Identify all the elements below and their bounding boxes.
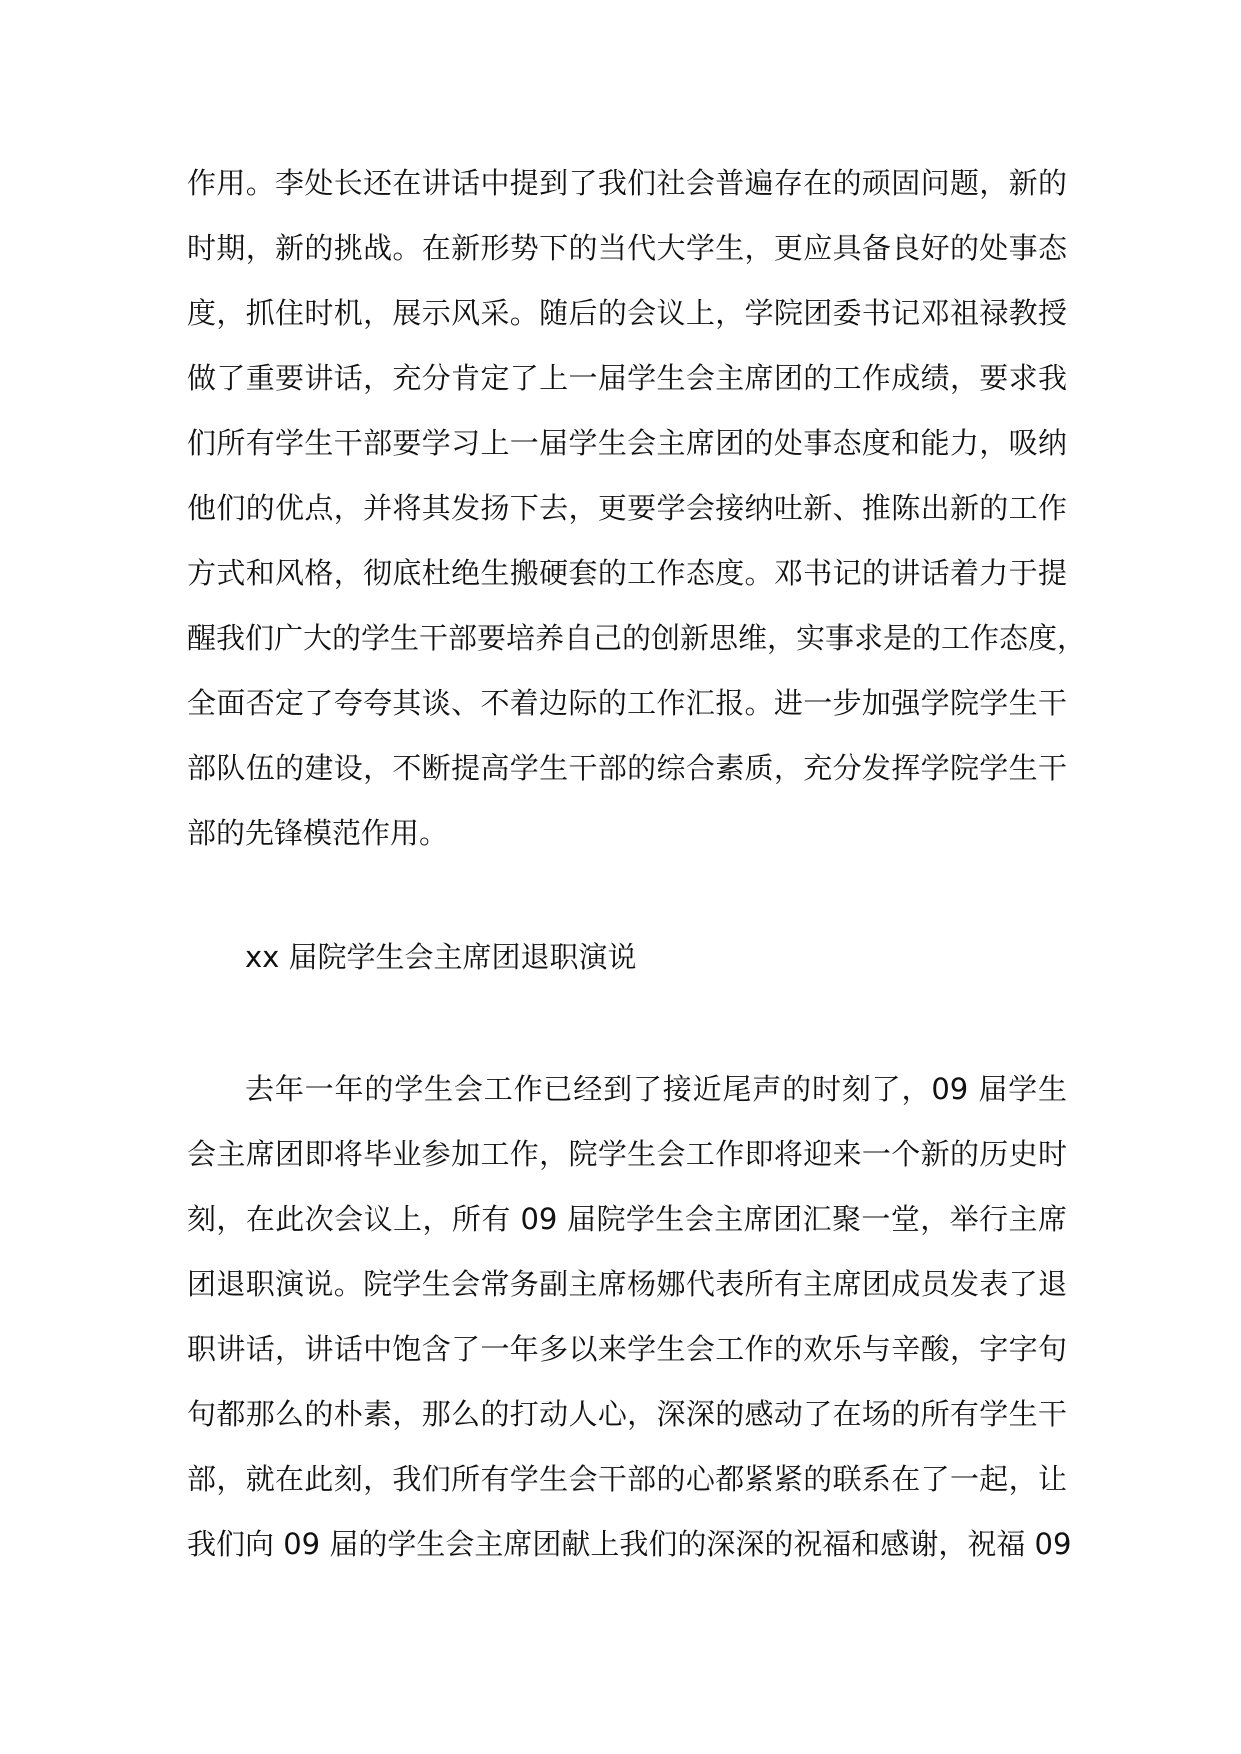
paragraph-line: 部的先锋模范作用。: [187, 816, 449, 850]
paragraph-line: 醒我们广大的学生干部要培养自己的创新思维，实事求是的工作态度，: [187, 621, 1087, 655]
paragraph-line: 刻，在此次会议上，所有 09 届院学生会主席团汇聚一堂，举行主席: [187, 1202, 1067, 1236]
paragraph-line: 职讲话，讲话中饱含了一年多以来学生会工作的欢乐与辛酸，字字句: [187, 1332, 1067, 1366]
body-paragraph-1: [187, 151, 1087, 866]
body-paragraph-2: [187, 1057, 1072, 1577]
paragraph-line: 部队伍的建设，不断提高学生干部的综合素质，充分发挥学院学生干: [187, 751, 1067, 785]
paragraph-line: 全面否定了夸夸其谈、不着边际的工作汇报。进一步加强学院学生干: [187, 686, 1067, 720]
paragraph-line: 团退职演说。院学生会常务副主席杨娜代表所有主席团成员发表了退: [187, 1267, 1067, 1301]
paragraph-line: 度，抓住时机，展示风采。随后的会议上，学院团委书记邓祖禄教授: [187, 296, 1067, 330]
paragraph-line: 他们的优点，并将其发扬下去，更要学会接纳吐新、推陈出新的工作: [187, 491, 1067, 525]
paragraph-line: 去年一年的学生会工作已经到了接近尾声的时刻了，09 届学生: [245, 1072, 1067, 1106]
paragraph-line: 作用。李处长还在讲话中提到了我们社会普遍存在的顽固问题，新的: [187, 166, 1067, 200]
paragraph-line: 会主席团即将毕业参加工作，院学生会工作即将迎来一个新的历史时: [187, 1137, 1067, 1171]
paragraph-line: 们所有学生干部要学习上一届学生会主席团的处事态度和能力，吸纳: [187, 426, 1067, 460]
paragraph-line: 部，就在此刻，我们所有学生会干部的心都紧紧的联系在了一起，让: [187, 1462, 1067, 1496]
paragraph-line: 做了重要讲话，充分肯定了上一届学生会主席团的工作成绩，要求我: [187, 361, 1067, 395]
paragraph-line: 我们向 09 届的学生会主席团献上我们的深深的祝福和感谢，祝福 09: [187, 1527, 1072, 1561]
section-heading: xx 届院学生会主席团退职演说: [245, 940, 637, 974]
paragraph-line: 时期，新的挑战。在新形势下的当代大学生，更应具备良好的处事态: [187, 231, 1067, 265]
paragraph-line: 句都那么的朴素，那么的打动人心，深深的感动了在场的所有学生干: [187, 1397, 1067, 1431]
paragraph-line: 方式和风格，彻底杜绝生搬硬套的工作态度。邓书记的讲话着力于提: [187, 556, 1067, 590]
